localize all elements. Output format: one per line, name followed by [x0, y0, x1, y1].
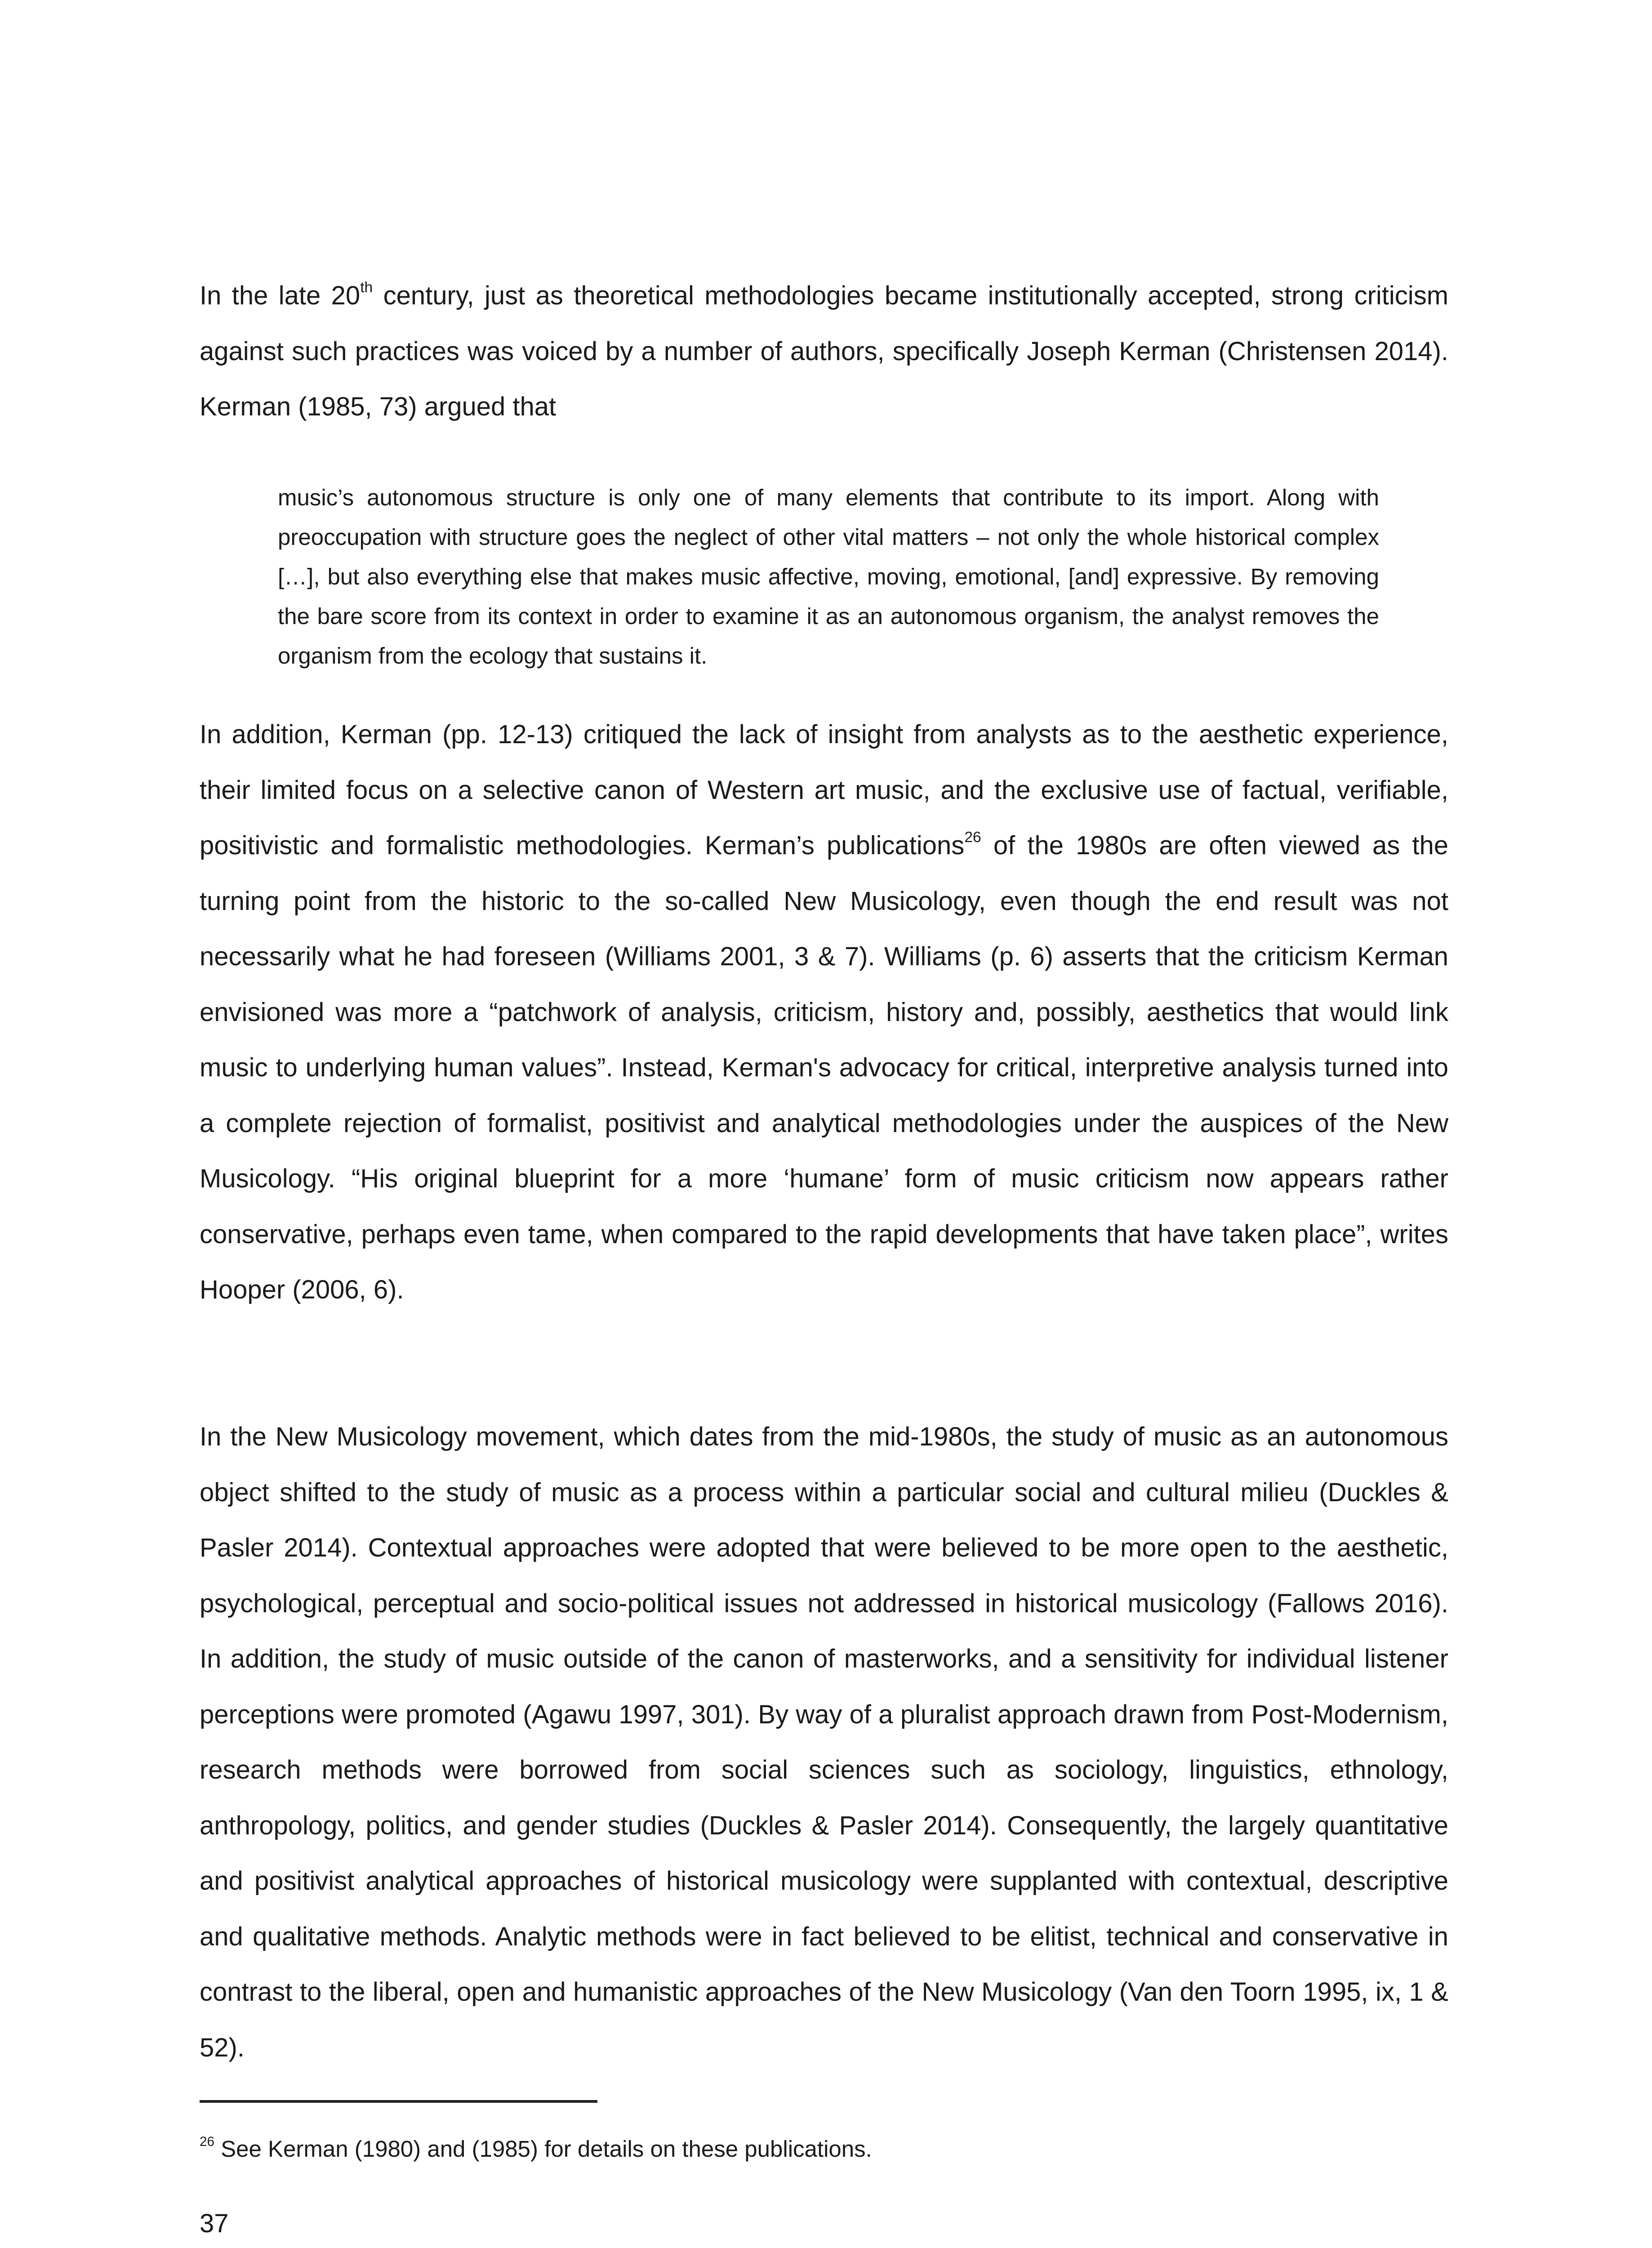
body-paragraph-3: In the New Musicology movement, which dates from the mid-1980s, the study of music as an autonomous object shifted to the study of music as a process within a particular social and cultural milieu (Duckles & Pasler 2014). Contextual approaches were adopted that were believed to be more open to the aesthetic, psychological, perceptual and socio-political issues not addressed in historical musicology (Fallows 2016). In addition, the study of music outside of the canon of masterworks, and a sensitivity for individual listener perceptions were promoted (Agawu 1997, 301). By way of a pluralist approach drawn from Post-Modernism, research methods were borrowed from social sciences such as sociology, linguistics, ethnology, anthropology, politics, and gender studies (Duckles & Pasler 2014). Consequently, the largely quantitative and positivist analytical approaches of historical musicology were supplanted with contextual, descriptive and qualitative methods. Analytic methods were in fact believed to be elitist, technical and conservative in contrast to the liberal, open and humanistic approaches of the New Musicology (Van den Toorn 1995, ix, 1 & 52). [200, 1422, 1448, 2062]
paragraph-1-text-b: century, just as theoretical methodologies became institutionally accepted, strong criticism against such practices was voiced by a number of authors, specifically Joseph Kerman (Christensen 2014). Kerman (1985, 73) argued that [200, 281, 1449, 421]
footnote-26 [200, 2133, 872, 2165]
footnote-reference-26[interactable]: 26 [964, 829, 981, 846]
paragraph-1-text-a: In the late 20 [200, 281, 361, 310]
paragraph-2-text-a: In addition, Kerman (pp. 12-13) critiqued the lack of insight from analysts as to the aesthetic experience, their limited focus on a selective canon of Western art music, and the exclusive use of factual, verifiable, positivistic and formalistic methodologies. Kerman’s publications [200, 720, 1448, 860]
body-paragraph-1 [200, 268, 1448, 435]
page-number: 37 [200, 2209, 229, 2238]
ordinal-superscript: th [360, 279, 373, 296]
footnote-marker: 26 [200, 2134, 214, 2150]
body-paragraph-2 [200, 707, 1448, 1318]
paragraph-2-text-b: of the 1980s are often viewed as the turning point from the historic to the so-called New Musicology, even though the end result was not necessarily what he had foreseen (Williams 2001, 3 & 7). Williams (p. 6) asserts that the criticism Kerman envisioned was more a “patchwork of analysis, criticism, history and, possibly, aesthetics that would link music to underlying human values”. Instead, Kerman's advocacy for critical, interpretive analysis turned into a complete rejection of formalist, positivist and analytical methodologies under the auspices of the New Musicology. “His original blueprint for a more ‘humane’ form of music criticism now appears rather conservative, perhaps even tame, when compared to the rapid developments that have taken place”, writes Hooper (2006, 6). [200, 831, 1448, 1304]
block-quote: music’s autonomous structure is only one of many elements that contribute to its import. Along with preoccupation with structure goes the neglect of other vital matters – not only the whole historical complex […], but also everything else that makes music affective, moving, emotional, [and] expressive. By removing the bare score from its context in order to examine it as an autonomous organism, the analyst removes the organism from the ecology that sustains it. [278, 485, 1379, 669]
footnote-separator [200, 2100, 597, 2103]
footnote-text: See Kerman (1980) and (1985) for details on these publications. [214, 2136, 872, 2162]
